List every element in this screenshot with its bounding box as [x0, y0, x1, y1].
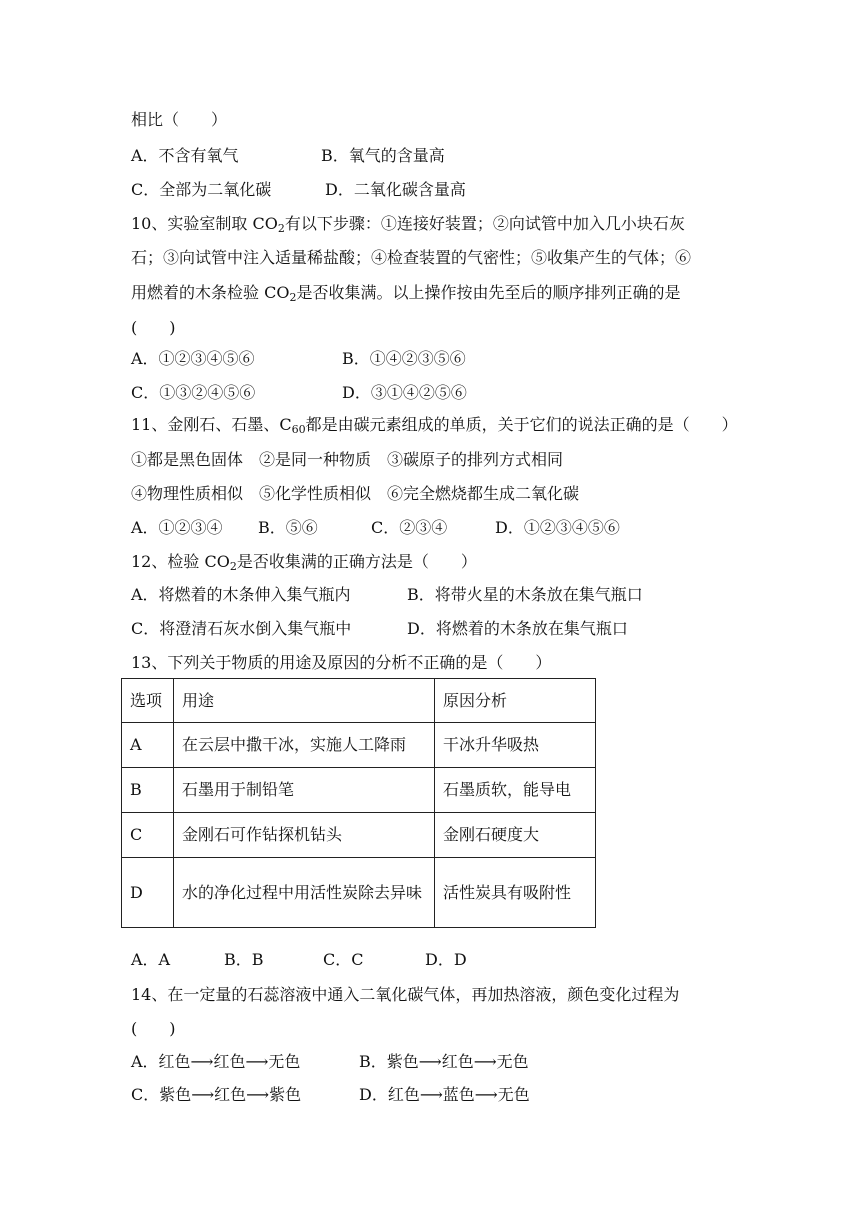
q10-option-d: D．③①④②⑤⑥ — [342, 383, 467, 402]
q13-table — [121, 678, 596, 928]
q12-option-c: C．将澄清石灰水倒入集气瓶中 — [131, 619, 352, 638]
cell-use: 石墨用于制铅笔 — [174, 768, 435, 813]
q13-option-d: D．D — [425, 950, 467, 969]
table-row — [122, 723, 596, 768]
table-row — [122, 858, 596, 928]
cell-reason: 石墨质软，能导电 — [435, 768, 596, 813]
q13-stem: 13、下列关于物质的用途及原因的分析不正确的是（ ） — [131, 653, 552, 672]
q11-option-a: A．①②③④ — [131, 518, 223, 537]
q10-option-c: C．①③②④⑤⑥ — [131, 383, 256, 402]
q12-stem: 12、检验 $CO_2$是否收集满的正确方法是（ ） — [131, 552, 477, 573]
q14-stem-line2: ( ) — [131, 1019, 176, 1038]
cell-reason: 活性炭具有吸附性 — [435, 858, 596, 928]
q10-option-a: A．①②③④⑤⑥ — [131, 349, 255, 368]
q9-option-c: C．全部为二氧化碳 — [131, 180, 272, 199]
q9-option-d: D．二氧化碳含量高 — [325, 180, 466, 199]
q11-statements-1: ①都是黑色固体 ②是同一种物质 ③碳原子的排列方式相同 — [131, 450, 564, 469]
q12-option-b: B．将带火星的木条放在集气瓶口 — [407, 585, 643, 604]
q11-option-b: B．⑤⑥ — [258, 518, 318, 537]
q9-option-b: B．氧气的含量高 — [321, 146, 445, 165]
table-header-row — [122, 679, 596, 723]
cell-option: C — [122, 813, 174, 858]
q13-option-a: A．A — [131, 950, 171, 969]
table-row — [122, 813, 596, 858]
q13-option-c: C．C — [323, 950, 364, 969]
q10-stem-line1: 10、实验室制取 $CO_2$有以下步骤：①连接好装置；②向试管中加入几小块石灰 — [131, 214, 685, 235]
q12-option-d: D．将燃着的木条放在集气瓶口 — [407, 619, 628, 638]
header-reason: 原因分析 — [435, 679, 596, 723]
q9-option-a: A．不含有氧气 — [131, 146, 239, 165]
cell-reason: 干冰升华吸热 — [435, 723, 596, 768]
cell-use: 在云层中撒干冰，实施人工降雨 — [174, 723, 435, 768]
q14-option-c: C．紫色⟶红色⟶紫色 — [131, 1085, 302, 1104]
table-row — [122, 768, 596, 813]
cell-option: B — [122, 768, 174, 813]
cell-use: 水的净化过程中用活性炭除去异味 — [174, 858, 435, 928]
q14-option-a: A．红色⟶红色⟶无色 — [131, 1052, 301, 1071]
header-option: 选项 — [122, 679, 174, 723]
q11-option-c: C．②③④ — [371, 518, 448, 537]
q10-stem-line2: 石；③向试管中注入适量稀盐酸；④检查装置的气密性；⑤收集产生的气体；⑥ — [131, 248, 692, 267]
q11-statements-2: ④物理性质相似 ⑤化学性质相似 ⑥完全燃烧都生成二氧化碳 — [131, 484, 580, 503]
cell-option: A — [122, 723, 174, 768]
q10-stem-line3: 用燃着的木条检验 $CO_2$是否收集满。以上操作按由先至后的顺序排列正确的是 — [131, 283, 681, 304]
q9-stem-tail: 相比（ ） — [131, 110, 228, 129]
header-use: 用途 — [174, 679, 435, 723]
cell-reason: 金刚石硬度大 — [435, 813, 596, 858]
q10-option-b: B．①④②③⑤⑥ — [342, 349, 466, 368]
q13-option-b: B．B — [224, 950, 264, 969]
q11-option-d: D．①②③④⑤⑥ — [495, 518, 620, 537]
q14-option-d: D．红色⟶蓝色⟶无色 — [359, 1085, 530, 1104]
q11-stem: 11、金刚石、石墨、$C_{60}$都是由碳元素组成的单质，关于它们的说法正确的是（ ） — [131, 415, 738, 436]
q14-option-b: B．紫色⟶红色⟶无色 — [359, 1052, 529, 1071]
q12-option-a: A．将燃着的木条伸入集气瓶内 — [131, 585, 351, 604]
cell-option: D — [122, 858, 174, 928]
q10-stem-line4: ( ) — [131, 318, 176, 337]
q14-stem-line1: 14、在一定量的石蕊溶液中通入二氧化碳气体，再加热溶液，颜色变化过程为 — [131, 985, 680, 1004]
cell-use: 金刚石可作钻探机钻头 — [174, 813, 435, 858]
